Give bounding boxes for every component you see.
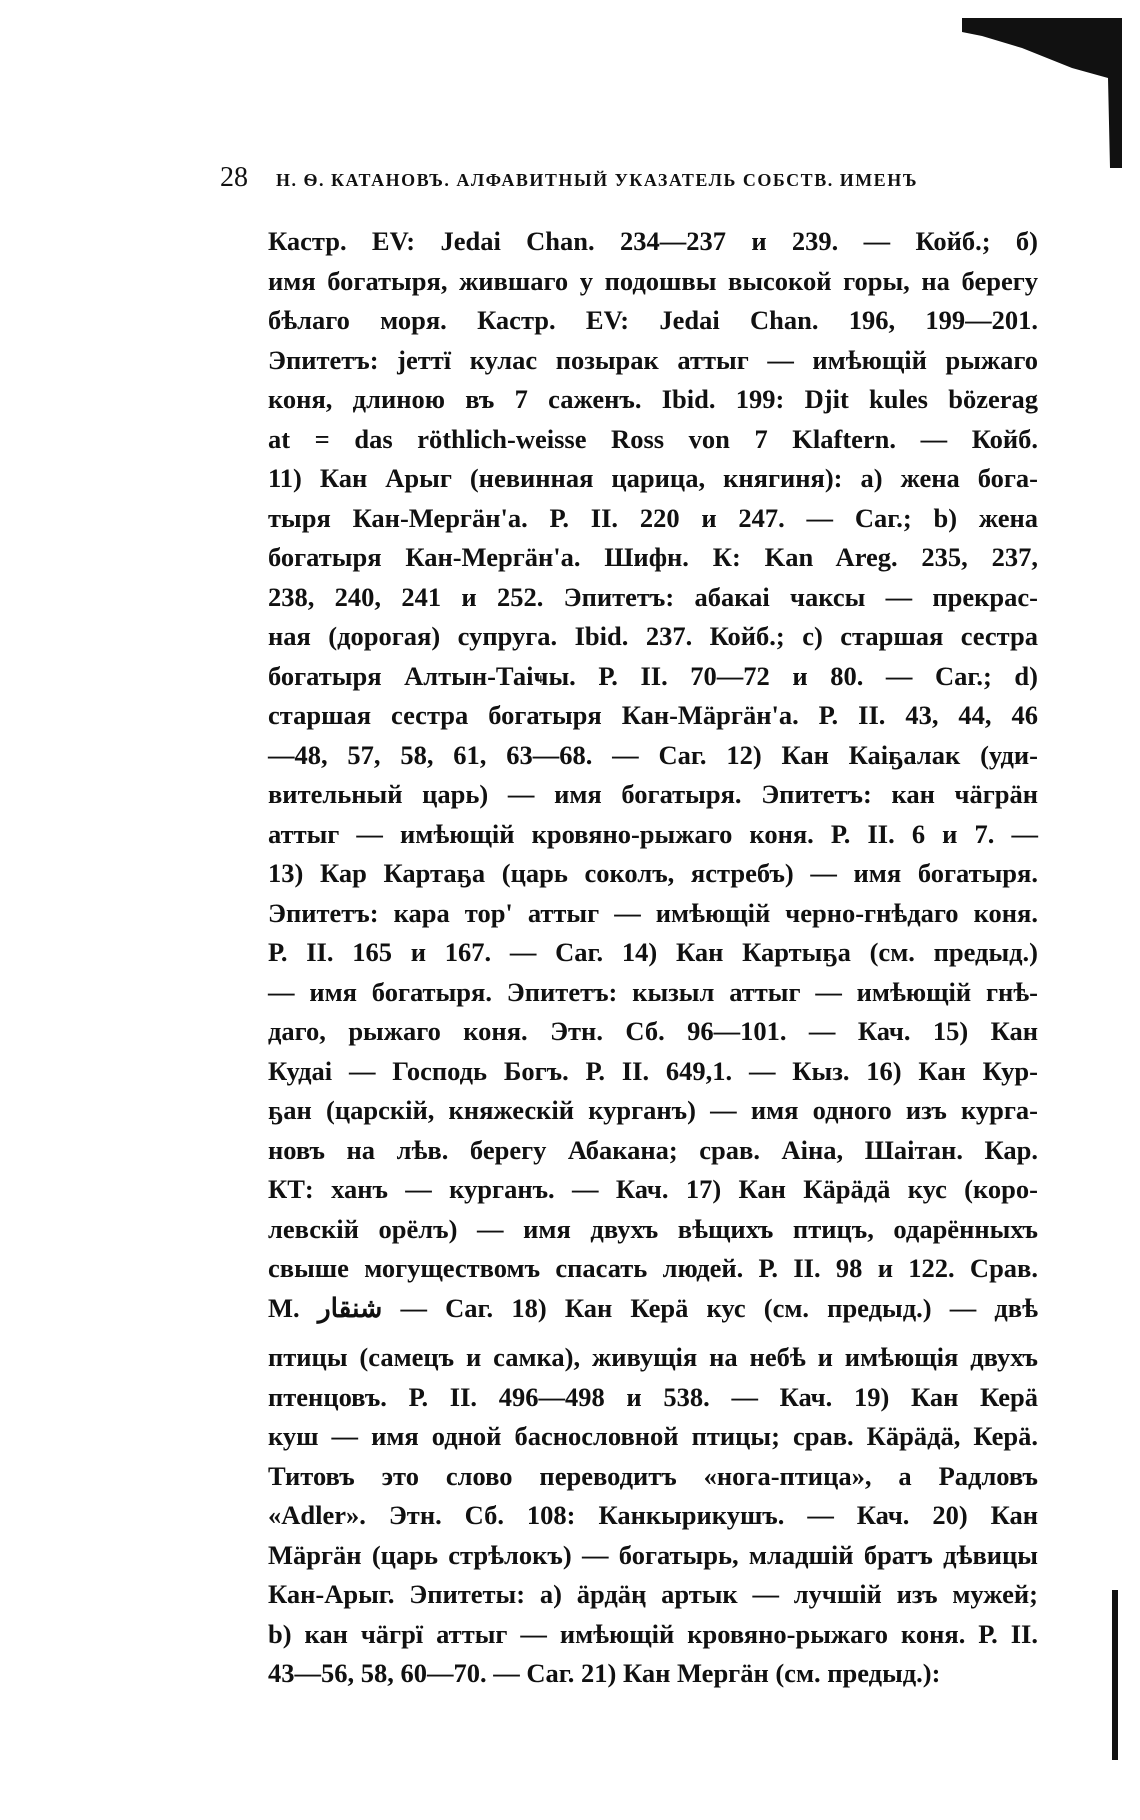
page-header: [220, 162, 980, 194]
running-head: Н. Ѳ. КАТАНОВЪ. АЛФАВИТНЫЙ УКАЗАТЕЛЬ СОБСТВ. ИМЕНЪ: [276, 170, 918, 190]
text-line: коня, длиною въ 7 саженъ. Ibid. 199: Djit kules bözerag: [268, 384, 1038, 414]
text-line: тыря Кан-Мергӓн'а. Р. II. 220 и 247. — Саг.; b) жена: [268, 502, 1038, 533]
text-line: левскій орёлъ) — имя двухъ вѣщихъ птицъ, одарённыхъ: [268, 1213, 1038, 1244]
text-line: ҕан (царскій, княжескій курганъ) — имя одного изъ курга-: [268, 1095, 1038, 1125]
text-line: — имя богатыря. Эпитетъ: кызыл аттыг — имѣющій гнѣ-: [268, 976, 1038, 1007]
text-line: вительный царь) — имя богатыря. Эпитетъ: кан чӓгрӓн: [268, 779, 1038, 809]
text-line: Кастр. EV: Jedai Chan. 234—237 и 239. — Койб.; б): [268, 226, 1038, 256]
text-line: «Adler». Этн. Сб. 108: Канкырикушъ. — Кач. 20) Кан: [268, 1500, 1038, 1530]
text-line: даго, рыжаго коня. Этн. Сб. 96—101. — Кач. 15) Кан: [268, 1016, 1038, 1046]
text-line: М. ﺷﻨﻘﺎﺭ — Саг. 18) Кан Керӓ кус (см. предыд.) — двѣ: [268, 1292, 1038, 1323]
text-line: at = das röthlich-weisse Ross von 7 Klaftern. — Койб.: [268, 423, 1038, 454]
text-line: ная (дорогая) супруга. Ibid. 237. Койб.; с) старшая сестра: [268, 621, 1038, 651]
text-line: куш — имя одной баснословной птицы; срав. Кӓрӓдӓ, Керӓ.: [268, 1421, 1038, 1451]
text-line: 13) Кар Картаҕа (царь соколъ, ястребъ) — имя богатыря.: [268, 858, 1038, 888]
text-line: богатыря Алтын-Таіҹы. Р. II. 70—72 и 80. — Саг.; d): [268, 660, 1038, 691]
text-line: 43—56, 58, 60—70. — Саг. 21) Кан Мергӓн (см. предыд.):: [268, 1658, 941, 1688]
text-line: 11) Кан Арыг (невинная царица, княгиня): а) жена бога-: [268, 463, 1038, 493]
scan-edge-line: [1112, 1590, 1118, 1760]
text-line: новъ на лѣв. берегу Абакана; срав. Аіна, Шаітан. Кар.: [268, 1134, 1038, 1165]
text-line: Эпитетъ: кара тор' аттыг — имѣющій черно-гнѣдаго коня.: [268, 897, 1038, 928]
text-line: бѣлаго моря. Кастр. EV: Jedai Chan. 196, 199—201.: [268, 305, 1038, 335]
text-line: Кан-Арыг. Эпитеты: а) ӓрдӓң артык — лучшій изъ мужей;: [268, 1579, 1038, 1609]
text-line: аттыг — имѣющій кровяно-рыжаго коня. Р. II. 6 и 7. —: [268, 818, 1038, 849]
text-line: Эпитетъ: јеттї кулас позырак аттыг — имѣющій рыжаго: [268, 344, 1038, 375]
scan-edge-mark: [962, 18, 1122, 168]
text-line: Мӓргӓн (царь стрѣлокъ) — богатырь, младшій братъ дѣвицы: [268, 1539, 1038, 1570]
text-line: старшая сестра богатыря Кан-Мӓргӓн'а. Р. II. 43, 44, 46: [268, 700, 1038, 730]
text-line: птенцовъ. Р. II. 496—498 и 538. — Кач. 19) Кан Керӓ: [268, 1381, 1038, 1412]
text-line: КТ: ханъ — курганъ. — Кач. 17) Кан Кӓрӓдӓ кус (коро-: [268, 1174, 1038, 1204]
text-line: богатыря Кан-Мергӓн'а. Шифн. К: Kan Areg. 235, 237,: [268, 542, 1038, 572]
text-line: Кудаі — Господь Богъ. Р. II. 649,1. — Кыз. 16) Кан Кур-: [268, 1055, 1038, 1086]
body-text: [268, 222, 1038, 1694]
text-line: птицы (самецъ и самка), живущія на небѣ и имѣющія двухъ: [268, 1342, 1038, 1372]
text-line: имя богатыря, жившаго у подошвы высокой горы, на берегу: [268, 265, 1038, 296]
text-line: 238, 240, 241 и 252. Эпитетъ: абакаі чаксы — прекрас-: [268, 581, 1038, 612]
text-line: свыше могуществомъ спасать людей. Р. II. 98 и 122. Срав.: [268, 1253, 1038, 1283]
page-number: 28: [220, 162, 248, 193]
text-line: —48, 57, 58, 61, 63—68. — Саг. 12) Кан Каіҕалак (уди-: [268, 739, 1038, 770]
text-line: Р. II. 165 и 167. — Саг. 14) Кан Картыҕа (см. предыд.): [268, 937, 1038, 967]
text-line: Титовъ это слово переводитъ «нога-птица», а Радловъ: [268, 1460, 1038, 1491]
text-line: b) кан чӓгрї аттыг — имѣющій кровяно-рыжаго коня. Р. II.: [268, 1618, 1038, 1649]
